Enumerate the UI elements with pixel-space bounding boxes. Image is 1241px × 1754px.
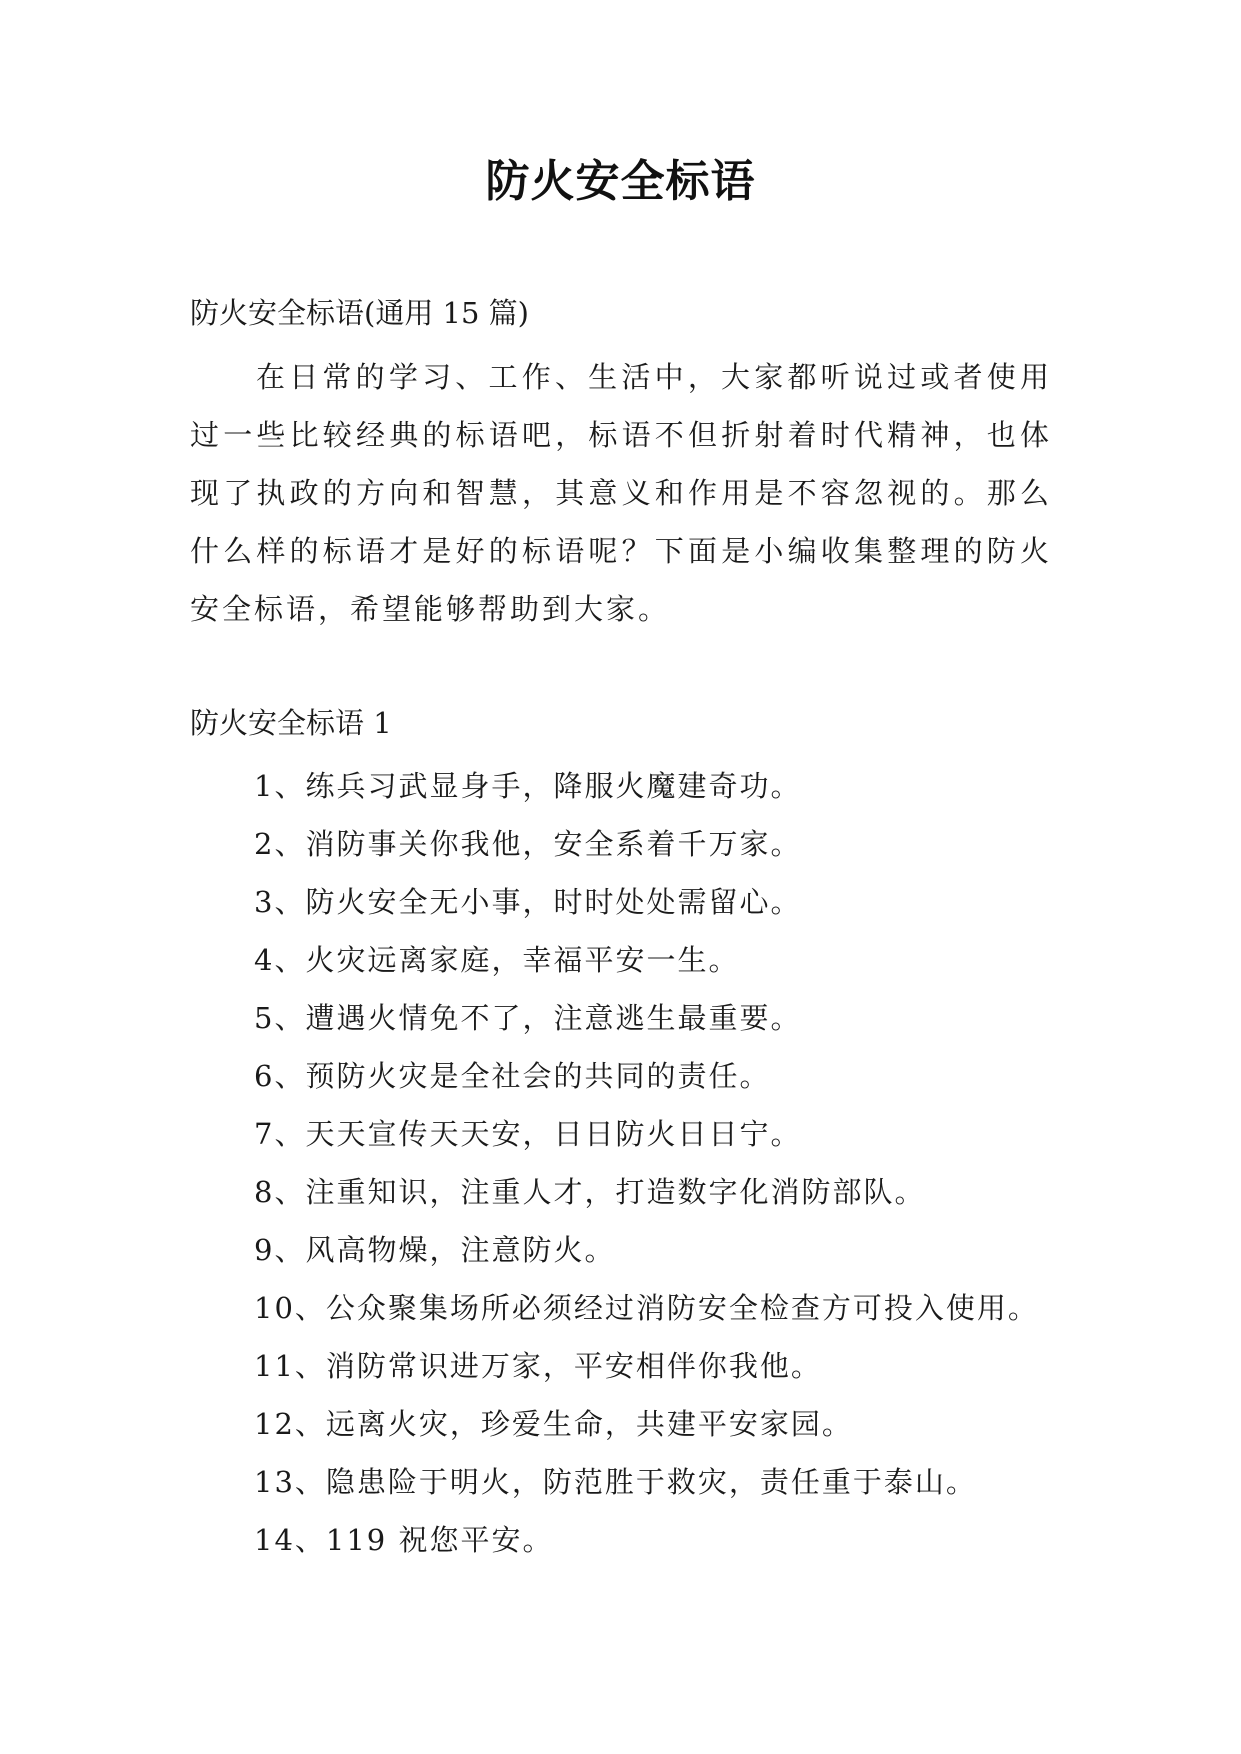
slogan-item: 3、防火安全无小事，时时处处需留心。: [254, 885, 802, 919]
slogan-item: 4、火灾远离家庭，幸福平安一生。: [254, 943, 740, 977]
slogan-item: 2、消防事关你我他，安全系着千万家。: [254, 827, 802, 861]
slogan-item: 1、练兵习武显身手，降服火魔建奇功。: [254, 769, 802, 803]
slogan-item: 14、119 祝您平安。: [254, 1523, 554, 1557]
slogan-item: 9、风高物燥，注意防火。: [254, 1233, 616, 1267]
slogan-item: 12、远离火灾，珍爱生命，共建平安家园。: [254, 1407, 853, 1441]
slogan-item: 6、预防火灾是全社会的共同的责任。: [254, 1059, 771, 1093]
section-heading: 防火安全标语 1: [190, 706, 392, 740]
slogan-list: [254, 757, 1039, 1569]
slogan-item: 7、天天宣传天天安，日日防火日日宁。: [254, 1117, 802, 1151]
document-title: 防火安全标语: [485, 156, 756, 207]
slogan-item: 11、消防常识进万家，平安相伴你我他。: [254, 1349, 822, 1383]
slogan-item: 13、隐患险于明火，防范胜于救灾，责任重于泰山。: [254, 1465, 977, 1499]
slogan-item: 8、注重知识，注重人才，打造数字化消防部队。: [254, 1175, 926, 1209]
intro-paragraph: 在日常的学习、工作、生活中，大家都听说过或者使用过一些比较经典的标语吧，标语不但折射着时代精神，也体现了执政的方向和智慧，其意义和作用是不容忽视的。那么什么样的标语才是好的标语呢？下面是小编收集整理的防火安全标语，希望能够帮助到大家。: [190, 360, 1052, 626]
slogan-item: 10、公众聚集场所必须经过消防安全检查方可投入使用。: [254, 1291, 1039, 1325]
document-subtitle: 防火安全标语(通用 15 篇): [190, 296, 529, 330]
slogan-item: 5、遭遇火情免不了，注意逃生最重要。: [254, 1001, 802, 1035]
